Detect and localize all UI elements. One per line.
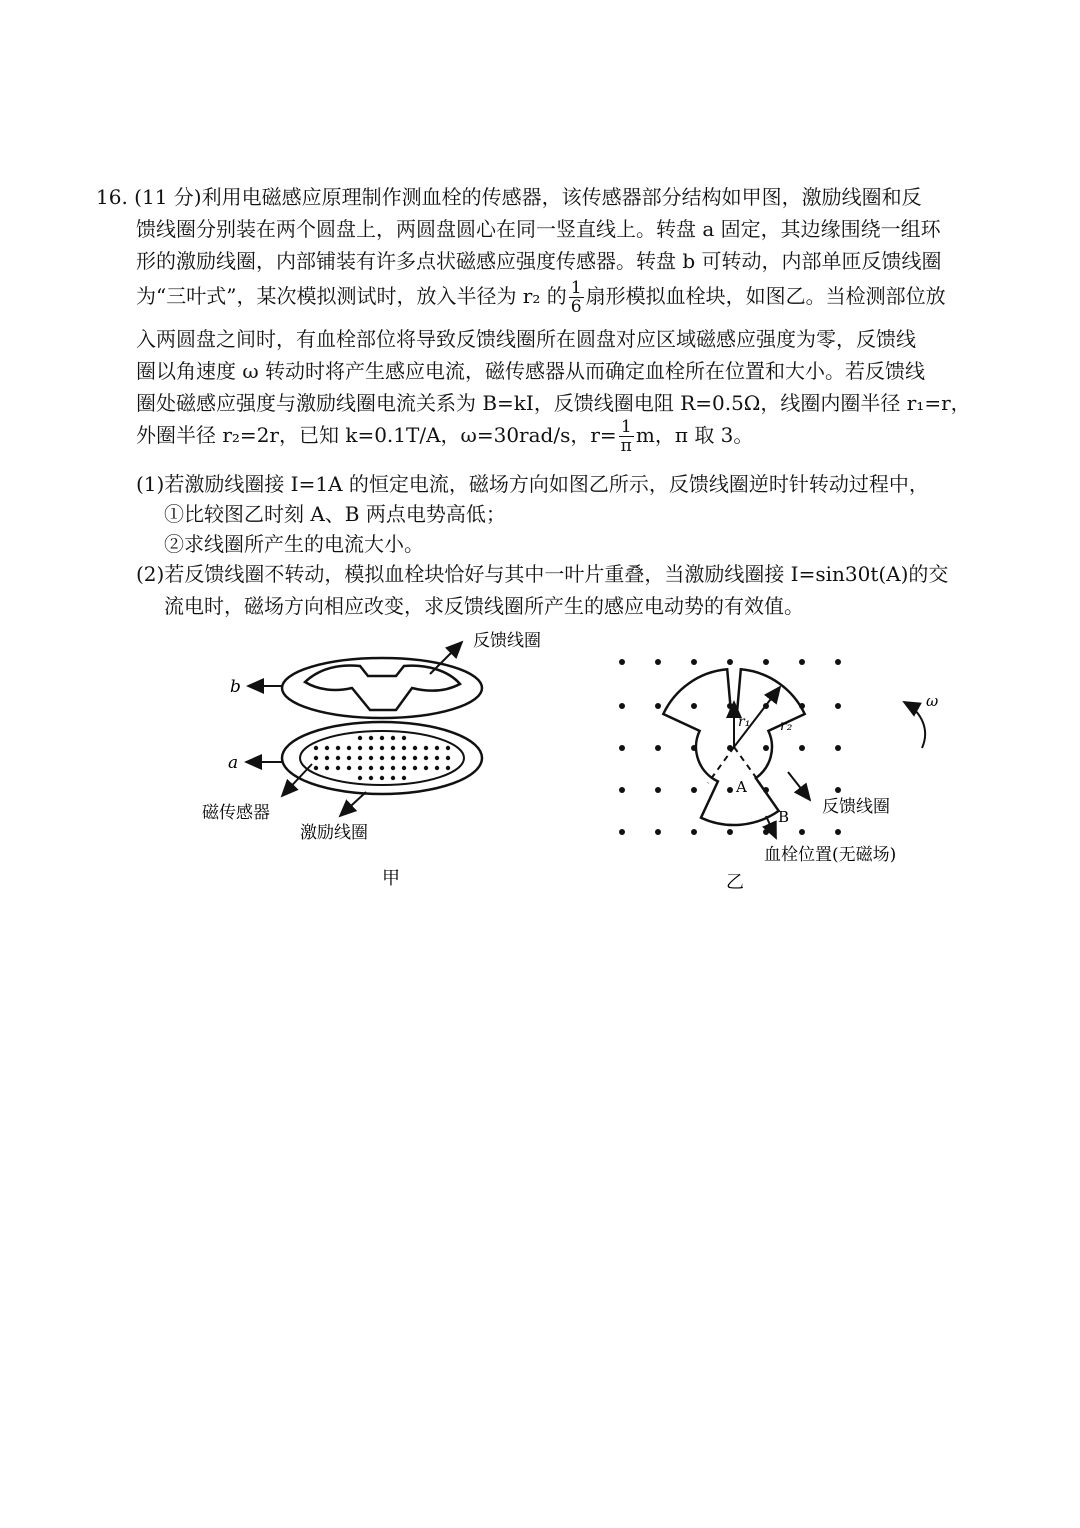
field-dot bbox=[835, 703, 841, 709]
question-text-1: 利用电磁感应原理制作测血栓的传感器，该传感器部分结构如甲图，激励线圈和反 bbox=[201, 185, 922, 209]
field-dot bbox=[835, 829, 841, 835]
sensor-dot bbox=[446, 756, 450, 760]
sensor-dot bbox=[314, 746, 318, 750]
field-dot bbox=[655, 745, 661, 751]
caption-yi: 乙 bbox=[726, 872, 744, 890]
sensor-dot bbox=[325, 746, 329, 750]
sensor-dot bbox=[358, 736, 362, 740]
question-line-8 bbox=[136, 418, 753, 455]
sensor-dot bbox=[325, 766, 329, 770]
sensor-dot bbox=[369, 776, 373, 780]
sensor-dot bbox=[424, 756, 428, 760]
field-dot bbox=[691, 703, 697, 709]
subquestion-1-part-1: ①比较图乙时刻 A、B 两点电势高低； bbox=[164, 502, 506, 526]
caption-jia: 甲 bbox=[382, 868, 400, 889]
sensor-dot bbox=[424, 766, 428, 770]
label-A: A bbox=[736, 778, 747, 796]
sensor-dot bbox=[314, 766, 318, 770]
label-r2: r₂ bbox=[780, 718, 793, 734]
sensor-dot bbox=[435, 756, 439, 760]
sensor-dot bbox=[380, 776, 384, 780]
sensor-dot bbox=[358, 766, 362, 770]
field-dot bbox=[691, 829, 697, 835]
sensor-dot bbox=[336, 766, 340, 770]
sensor-dot bbox=[402, 776, 406, 780]
sensor-dot bbox=[446, 766, 450, 770]
field-dot bbox=[799, 745, 805, 751]
sensor-dot bbox=[446, 746, 450, 750]
sensor-dot bbox=[358, 756, 362, 760]
field-dot bbox=[691, 787, 697, 793]
sensor-dot bbox=[380, 756, 384, 760]
sensor-dot bbox=[358, 776, 362, 780]
field-dot bbox=[655, 829, 661, 835]
sensor-dot bbox=[369, 756, 373, 760]
field-dot bbox=[835, 659, 841, 665]
sensor-dot bbox=[402, 746, 406, 750]
subquestion-1-part-2: ②求线圈所产生的电流大小。 bbox=[164, 532, 424, 556]
question-line-4-a: 为“三叶式”，某次模拟测试时，放入半径为 r₂ 的 bbox=[136, 284, 567, 308]
label-magnetic-sensor: 磁传感器 bbox=[202, 803, 270, 823]
sensor-dot bbox=[391, 746, 395, 750]
question-line-3: 形的激励线圈，内部铺装有许多点状磁感应强度传感器。转盘 b 可转动，内部单匝反馈线圈 bbox=[136, 249, 942, 273]
magnetic-field-dots bbox=[619, 659, 841, 835]
sensor-dot bbox=[369, 736, 373, 740]
sensor-dot bbox=[391, 736, 395, 740]
sensor-dot bbox=[413, 766, 417, 770]
label-clot-position: 血栓位置(无磁场) bbox=[764, 845, 897, 865]
subquestion-1: (1)若激励线圈接 I=1A 的恒定电流，磁场方向如图乙所示，反馈线圈逆时针转动过程中， bbox=[136, 472, 929, 496]
sensor-dot bbox=[347, 746, 351, 750]
fraction-numerator: 1 bbox=[570, 278, 582, 298]
sensor-dot bbox=[402, 766, 406, 770]
field-dot bbox=[763, 659, 769, 665]
clot-edge-left bbox=[708, 747, 734, 783]
sensor-dot bbox=[391, 766, 395, 770]
sensor-dot bbox=[314, 756, 318, 760]
field-dot bbox=[619, 745, 625, 751]
label-B: B bbox=[778, 808, 790, 826]
label-b: b bbox=[230, 677, 241, 697]
field-dot bbox=[799, 659, 805, 665]
label-a: a bbox=[228, 753, 239, 773]
field-dot bbox=[655, 703, 661, 709]
sensor-dot bbox=[413, 756, 417, 760]
arrow-clot bbox=[766, 816, 776, 838]
question-line-6: 圈以角速度 ω 转动时将产生感应电流，磁传感器从而确定血栓所在位置和大小。若反馈线 bbox=[136, 359, 926, 383]
sensor-dot bbox=[435, 766, 439, 770]
field-dot bbox=[727, 829, 733, 835]
field-dot bbox=[655, 659, 661, 665]
field-dot bbox=[835, 745, 841, 751]
sensor-dot bbox=[424, 746, 428, 750]
figure-jia bbox=[190, 620, 550, 890]
sensor-dot bbox=[391, 776, 395, 780]
question-line-4-b: 扇形模拟血栓块，如图乙。当检测部位放 bbox=[585, 284, 946, 308]
sensor-dot bbox=[369, 746, 373, 750]
arrow-excitation-coil bbox=[340, 792, 366, 816]
question-line-8-a: 外圈半径 r₂=2r，已知 k=0.1T/A，ω=30rad/s，r= bbox=[136, 423, 617, 447]
sensor-dot bbox=[402, 756, 406, 760]
question-line-5: 入两圆盘之间时，有血栓部位将导致反馈线圈所在圆盘对应区域磁感应强度为零，反馈线 bbox=[136, 327, 916, 351]
question-line-4 bbox=[136, 279, 946, 316]
sensor-dot bbox=[336, 756, 340, 760]
sensor-dot bbox=[391, 756, 395, 760]
sensor-dot bbox=[402, 736, 406, 740]
label-r1: r₁ bbox=[738, 714, 751, 730]
figure-yi bbox=[600, 640, 960, 890]
label-feedback-coil: 反馈线圈 bbox=[473, 631, 541, 651]
field-dot bbox=[763, 829, 769, 835]
fraction-one-over-pi bbox=[619, 418, 634, 455]
fraction-denominator: 6 bbox=[570, 297, 582, 317]
question-score: (11 分) bbox=[134, 185, 202, 209]
question-line-2: 馈线圈分别装在两个圆盘上，两圆盘圆心在同一竖直线上。转盘 a 固定，其边缘围绕一组环 bbox=[136, 217, 941, 241]
field-dot bbox=[619, 787, 625, 793]
field-dot bbox=[655, 787, 661, 793]
fraction-one-sixth bbox=[569, 279, 584, 316]
sensor-dot bbox=[435, 746, 439, 750]
feedback-coil-shape bbox=[305, 666, 460, 710]
field-dot bbox=[619, 829, 625, 835]
sensor-dot bbox=[380, 746, 384, 750]
sensor-dot bbox=[347, 756, 351, 760]
label-feedback-coil-yi: 反馈线圈 bbox=[822, 797, 890, 817]
rotation-arrow bbox=[904, 702, 925, 748]
sensor-dot bbox=[380, 766, 384, 770]
field-dot bbox=[763, 745, 769, 751]
sensor-dot bbox=[380, 736, 384, 740]
fraction-denominator: π bbox=[620, 436, 632, 456]
sensor-dot bbox=[336, 746, 340, 750]
question-number: 16. bbox=[96, 185, 128, 209]
subquestion-2: (2)若反馈线圈不转动，模拟血栓块恰好与其中一叶片重叠，当激励线圈接 I=sin30t(A)的交 bbox=[136, 562, 949, 586]
sensor-dot bbox=[347, 766, 351, 770]
arrow-feedback-coil-yi bbox=[788, 772, 810, 800]
field-dot bbox=[727, 787, 733, 793]
subquestion-2-cont: 流电时，磁场方向相应改变，求反馈线圈所产生的感应电动势的有效值。 bbox=[164, 594, 804, 618]
field-dot bbox=[619, 659, 625, 665]
sensor-dot bbox=[325, 756, 329, 760]
field-dot bbox=[835, 787, 841, 793]
sensor-dots bbox=[314, 736, 450, 780]
question-line-8-b: m，π 取 3。 bbox=[635, 423, 754, 447]
fraction-numerator: 1 bbox=[619, 418, 634, 437]
field-dot bbox=[619, 703, 625, 709]
field-dot bbox=[727, 659, 733, 665]
label-excitation-coil: 激励线圈 bbox=[300, 823, 368, 843]
field-dot bbox=[691, 659, 697, 665]
sensor-dot bbox=[413, 746, 417, 750]
sensor-dot bbox=[369, 766, 373, 770]
question-line-1 bbox=[96, 181, 922, 210]
sensor-dot bbox=[358, 746, 362, 750]
question-line-7: 圈处磁感应强度与激励线圈电流关系为 B=kI，反馈线圈电阻 R=0.5Ω，线圈内圈半径 r₁=r， bbox=[136, 391, 971, 415]
label-omega: ω bbox=[926, 692, 939, 710]
field-dot bbox=[799, 829, 805, 835]
